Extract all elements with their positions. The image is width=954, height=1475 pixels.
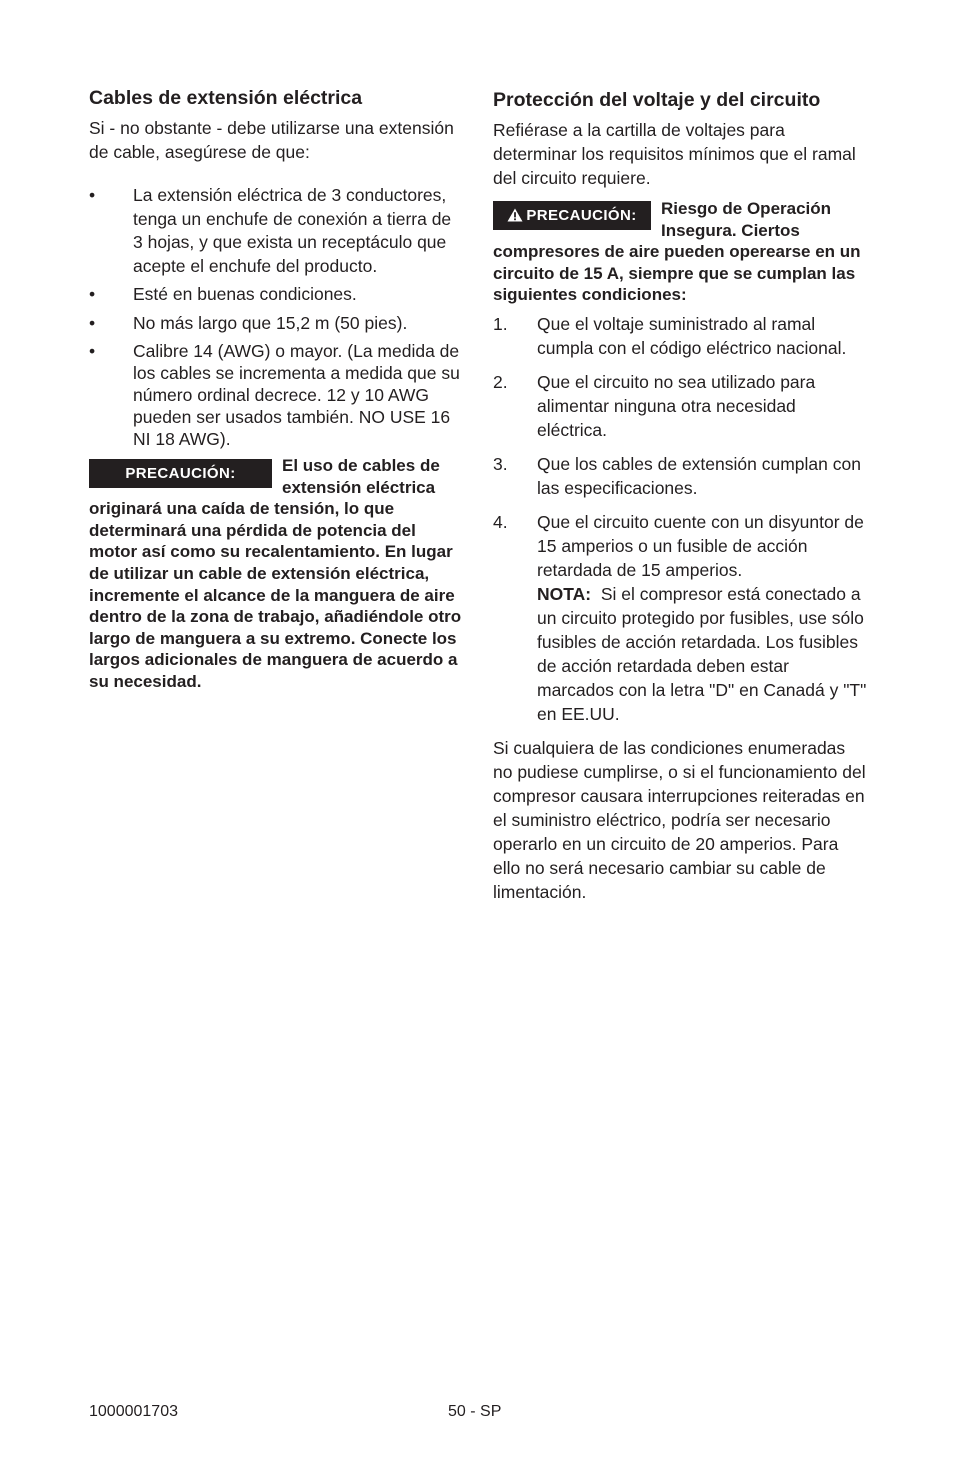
- note-text: Si el compresor está conectado a un circuito protegido por fusibles, use sólo fusibles de acción retardada. Los fusibles de acción retardada deben estar marcados con la letra "D" en Canadá y "T" en EE.UU.: [537, 583, 867, 724]
- step-text: Que el circuito cuente con un disyuntor de 15 amperios o un fusible de acción retardada de 15 amperios.: [537, 511, 864, 580]
- bullet-marker: •: [89, 284, 96, 304]
- bullet-marker: •: [89, 185, 96, 205]
- conditions-list: [493, 312, 868, 726]
- left-column: [89, 86, 464, 693]
- caution-extension-cords: [89, 455, 464, 693]
- step-number: 4.: [493, 511, 508, 532]
- section-heading-voltage-protection: Protección del voltaje y del circuito: [493, 89, 821, 111]
- list-item-text: No más largo que 15,2 m (50 pies).: [133, 312, 408, 333]
- list-item: [493, 312, 868, 360]
- caution-badge: PRECAUCIÓN:: [89, 459, 272, 488]
- list-item-text: La extensión eléctrica de 3 conductores, tenga un enchufe de conexión a tierra de 3 hojas, y que exista un receptáculo que acepte el enchufe del producto.: [133, 185, 452, 276]
- bullet-marker: •: [89, 341, 96, 361]
- list-item: [493, 510, 868, 726]
- caution-badge-label: PRECAUCIÓN:: [526, 207, 637, 224]
- step-text: Que el circuito no sea utilizado para alimentar ninguna otra necesidad eléctrica.: [537, 371, 816, 440]
- list-item: [493, 370, 868, 442]
- bullet-marker: •: [89, 312, 96, 333]
- step-text: Que los cables de extensión cumplan con las especificaciones.: [537, 453, 861, 498]
- closing-paragraph: Si cualquiera de las condiciones enumeradas no pudiese cumplirse, o si el funcionamiento del compresor causara interrupciones reiteradas en el suministro eléctrico, podría ser necesario operarlo en un circuito de 20 amperios. Para ello no será necesario cambiar su cable de limentación.: [493, 737, 866, 902]
- step-number: 3.: [493, 453, 508, 474]
- list-item-text: Calibre 14 (AWG) o mayor. (La medida de los cables se incrementa a medida que su número ordinal decrece. 12 y 10 AWG pueden ser usados también. NO USE 16 NI 18 AWG).: [133, 341, 460, 449]
- step-number: 1.: [493, 313, 508, 334]
- caution-badge-with-icon: [493, 201, 651, 230]
- footer-page-number: 50 - SP: [448, 1403, 502, 1420]
- extension-requirements-list: [89, 184, 464, 450]
- list-item: [89, 283, 464, 307]
- note-label: NOTA:: [537, 583, 592, 604]
- extension-intro: Si - no obstante - debe utilizarse una extensión de cable, asegúrese de que:: [89, 118, 454, 162]
- list-item: [493, 452, 868, 500]
- step-text: Que el voltaje suministrado al ramal cumpla con el código eléctrico nacional.: [537, 313, 847, 358]
- caution-text: Riesgo de Operación Insegura. Ciertos compresores de aire pueden operearse en un circuito de 15 A, siempre que se cumplan las siguientes condiciones:: [493, 199, 861, 305]
- step-number: 2.: [493, 371, 508, 392]
- list-item-text: Esté en buenas condiciones.: [133, 284, 357, 304]
- footer-part-number: 1000001703: [89, 1403, 178, 1420]
- caution-unsafe-operation: [493, 198, 868, 306]
- warning-triangle-icon: [507, 208, 523, 222]
- list-item: [89, 312, 464, 336]
- caution-text: El uso de cables de extensión eléctrica originará una caída de tensión, lo que determinará una pérdida de potencia del motor así como su recalentamiento. En lugar de utilizar un cable de extensión eléctrica, incremente el alcance de la manguera de aire dentro de la zona de trabajo, añadiéndole otro largo de manguera a su extremo. Conecte los largos adicionales de manguera de acuerdo a su necesidad.: [89, 456, 462, 691]
- list-item: [89, 184, 464, 278]
- voltage-intro: Refiérase a la cartilla de voltajes para determinar los requisitos mínimos que el ramal del circuito requiere.: [493, 120, 856, 188]
- list-item: [89, 340, 464, 450]
- section-heading-extension-cords: Cables de extensión eléctrica: [89, 87, 363, 109]
- right-column: [493, 86, 868, 904]
